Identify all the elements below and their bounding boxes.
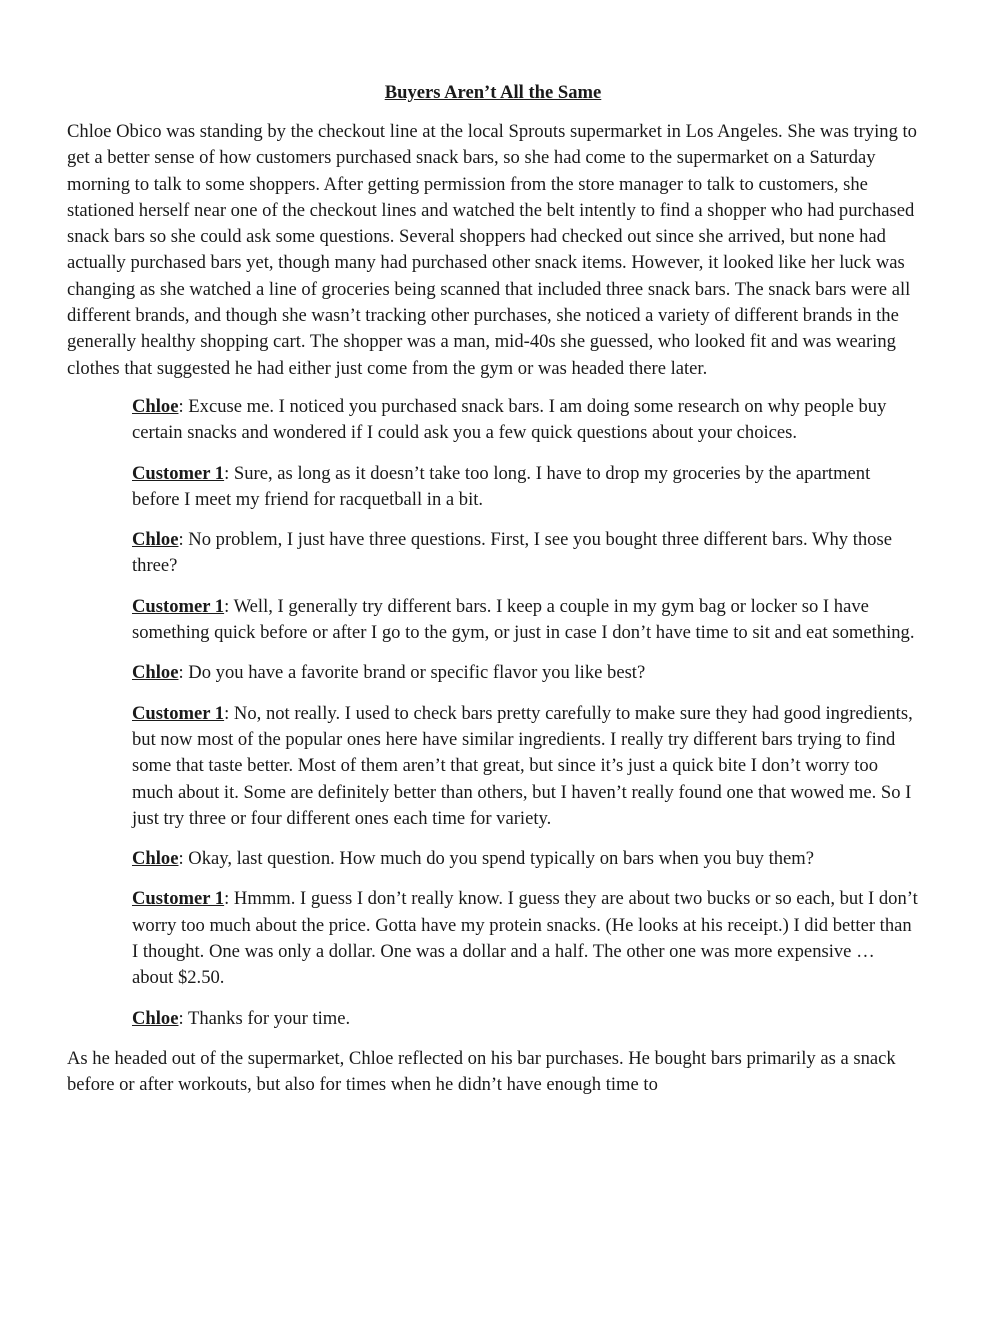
dialogue-text: : Okay, last question. How much do you spend typically on bars when you buy them? <box>178 848 815 870</box>
speaker-name: Customer 1 <box>132 595 225 617</box>
dialogue-text: : Excuse me. I noticed you purchased snack bars. I am doing some research on why people buy certain snacks and wondered if I could ask you a few quick questions about your choices. <box>132 395 887 444</box>
dialogue-text: : No, not really. I used to check bars pretty carefully to make sure they had good ingredients, but now most of the popular ones here have similar ingredients. I really try different bars trying to find some that taste better. Most of them aren’t that great, but since it’s just a quick bite I don’t worry too much about it. Some are definitely better than others, but I haven’t really found one that wowed me. So I just try three or four different ones each time for variety. <box>132 702 913 829</box>
dialogue-section <box>67 394 919 1032</box>
document-title: Buyers Aren’t All the Same <box>384 82 602 103</box>
dialogue-text: : Sure, as long as it doesn’t take too long. I have to drop my groceries by the apartment before I meet my friend for racquetball in a bit. <box>132 462 871 510</box>
dialogue-line <box>132 594 919 647</box>
speaker-name: Chloe <box>132 529 179 551</box>
speaker-name: Customer 1 <box>132 462 225 484</box>
speaker-name: Chloe <box>132 662 179 684</box>
dialogue-line <box>132 461 919 514</box>
intro-paragraph: Chloe Obico was standing by the checkout line at the local Sprouts supermarket in Los Angeles. She was trying to get a better sense of how customers purchased snack bars, so she had come to the supermarket on a Saturday morning to talk to some shoppers. After getting permission from the store manager to talk to customers, she stationed herself near one of the checkout lines and watched the belt intently to find a shopper who had purchased snack bars so she could ask some questions. Several shoppers had checked out since she arrived, but none had actually purchased bars yet, though many had purchased other snack items. However, it looked like her luck was changing as she watched a line of groceries being scanned that included three snack bars. The snack bars were all different brands, and though she wasn’t tracking other purchases, she noticed a variety of different brands in the generally healthy shopping cart. The shopper was a man, mid-40s she guessed, who looked fit and was wearing clothes that suggested he had either just come from the gym or was headed there later. <box>67 121 917 379</box>
speaker-name: Customer 1 <box>132 702 225 724</box>
dialogue-text: : Well, I generally try different bars. I keep a couple in my gym bag or locker so I have something quick before or after I go to the gym, or just in case I don’t have time to sit and eat something. <box>132 595 915 644</box>
dialogue-line <box>132 660 919 686</box>
dialogue-line <box>132 846 919 872</box>
dialogue-text: : Hmmm. I guess I don’t really know. I guess they are about two bucks or so each, but I don’t worry too much about the price. Gotta have my protein snacks. (He looks at his receipt.) I did better than I thought. One was only a dollar. One was a dollar and a half. The other one was more expensive … about $2.50. <box>132 888 918 989</box>
dialogue-line <box>132 394 919 447</box>
closing-paragraph: As he headed out of the supermarket, Chloe reflected on his bar purchases. He bought bars primarily as a snack before or after workouts, but also for times when he didn’t have enough time to <box>67 1047 896 1096</box>
speaker-name: Customer 1 <box>132 888 225 910</box>
dialogue-line <box>132 1006 919 1032</box>
dialogue-line <box>132 701 919 832</box>
dialogue-text: : Thanks for your time. <box>178 1007 351 1029</box>
speaker-name: Chloe <box>132 1007 179 1029</box>
document-page <box>67 80 919 1111</box>
dialogue-text: : No problem, I just have three questions. First, I see you bought three different bars. Why those three? <box>132 529 892 577</box>
dialogue-line <box>132 886 919 991</box>
speaker-name: Chloe <box>132 395 179 417</box>
speaker-name: Chloe <box>132 848 179 870</box>
dialogue-text: : Do you have a favorite brand or specific flavor you like best? <box>178 662 646 684</box>
dialogue-line <box>132 527 919 580</box>
